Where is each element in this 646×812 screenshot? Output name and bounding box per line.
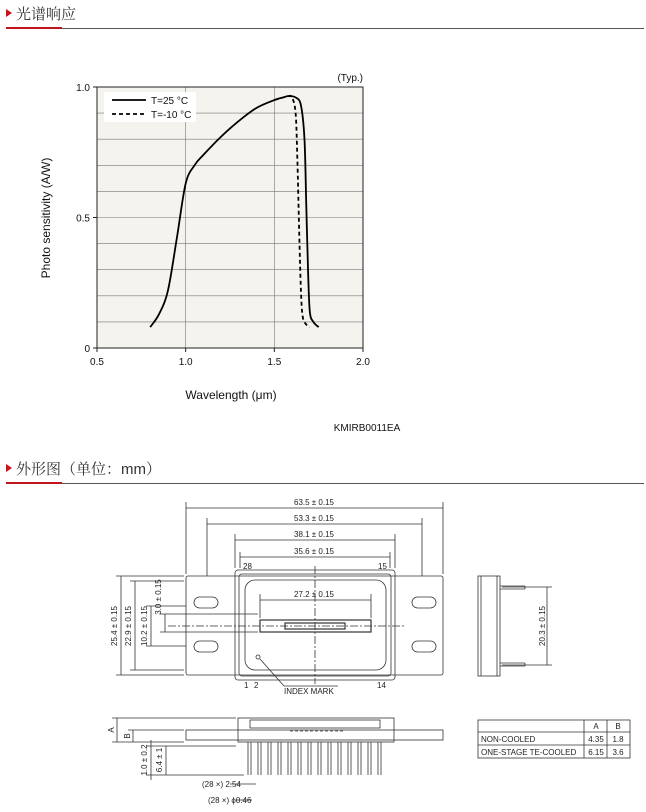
mounting-hole	[412, 641, 436, 652]
dim-label-63-5: 63.5 ± 0.15	[294, 498, 334, 507]
dim-label-35-6: 35.6 ± 0.15	[294, 547, 334, 556]
dim-label-25-4: 25.4 ± 0.15	[110, 606, 119, 646]
chart-annotation-typ: (Typ.)	[337, 73, 363, 84]
x-tick-label: 1.0	[178, 357, 193, 368]
section-underline	[62, 483, 644, 484]
section-underline	[62, 28, 644, 29]
dim-label-22-9: 22.9 ± 0.15	[124, 606, 133, 646]
table-cell: 3.6	[612, 748, 624, 757]
dim-label-1-0: 1.0 ± 0.2	[140, 744, 149, 776]
bullet-triangle-icon	[6, 464, 12, 472]
legend-label-25: T=25 °C	[151, 96, 189, 107]
y-axis-label: Photo sensitivity (A/W)	[39, 157, 53, 279]
table-header-b: B	[615, 722, 621, 731]
pin-label-15: 15	[378, 562, 387, 571]
section-title-outline: 外形图（单位：mm）	[16, 461, 161, 478]
index-mark-leader	[260, 659, 284, 686]
pin-label-1: 1	[244, 681, 249, 690]
bottom-view-pins	[248, 742, 381, 775]
dim-label-pitch: (28 ×) 2.54	[202, 780, 241, 789]
table-header-a: A	[593, 722, 599, 731]
y-tick-label: 1.0	[76, 83, 90, 94]
dim-label-53-3: 53.3 ± 0.15	[294, 514, 334, 523]
y-tick-label: 0	[84, 344, 90, 355]
section-header-outline	[0, 455, 646, 485]
section-header-spectral	[0, 0, 646, 30]
section-underline-accent	[6, 27, 62, 29]
spectral-response-chart	[0, 30, 646, 440]
dim-label-pin-dia: (28 ×) ϕ0.46	[208, 796, 252, 805]
dim-label-6-4: 6.4 ± 1	[155, 747, 164, 773]
dim-label-3-0: 3.0 ± 0.15	[154, 579, 163, 615]
chart-legend	[104, 92, 196, 122]
dim-label-38-1: 38.1 ± 0.15	[294, 530, 334, 539]
pin-label-2: 2	[254, 681, 259, 690]
mounting-hole	[412, 597, 436, 608]
x-tick-label: 2.0	[356, 357, 370, 368]
dim-label-20-3: 20.3 ± 0.15	[538, 606, 547, 646]
bottom-view-window	[250, 720, 380, 728]
bottom-view-flange	[186, 730, 443, 740]
x-tick-label: 1.5	[267, 357, 282, 368]
table-cell: 1.8	[612, 735, 624, 744]
mounting-hole	[194, 597, 218, 608]
dim-label-a: A	[107, 727, 116, 733]
table-cell: 6.15	[588, 748, 604, 757]
mounting-hole	[194, 641, 218, 652]
dim-label-10-2: 10.2 ± 0.15	[140, 606, 149, 646]
index-mark-dot	[256, 655, 260, 659]
dim-label-27-2: 27.2 ± 0.15	[294, 590, 334, 599]
outline-drawing	[0, 490, 646, 812]
figure-code: KMIRB0011EA	[333, 423, 401, 434]
table-cell: 4.35	[588, 735, 604, 744]
x-axis-label: Wavelength (μm)	[185, 388, 277, 402]
index-mark-label: INDEX MARK	[284, 687, 334, 696]
dim-label-b: B	[123, 733, 132, 739]
legend-label-minus10: T=-10 °C	[151, 110, 192, 121]
pin-label-28: 28	[243, 562, 252, 571]
y-tick-label: 0.5	[76, 213, 90, 225]
section-title-spectral: 光谱响应	[16, 6, 77, 23]
bullet-triangle-icon	[6, 9, 12, 17]
pin-label-14: 14	[377, 681, 386, 690]
table-cell: ONE-STAGE TE-COOLED	[481, 748, 577, 757]
cooling-type-table	[478, 720, 630, 758]
table-cell: NON-COOLED	[481, 735, 536, 744]
x-tick-label: 0.5	[90, 357, 104, 368]
section-underline-accent	[6, 482, 62, 484]
